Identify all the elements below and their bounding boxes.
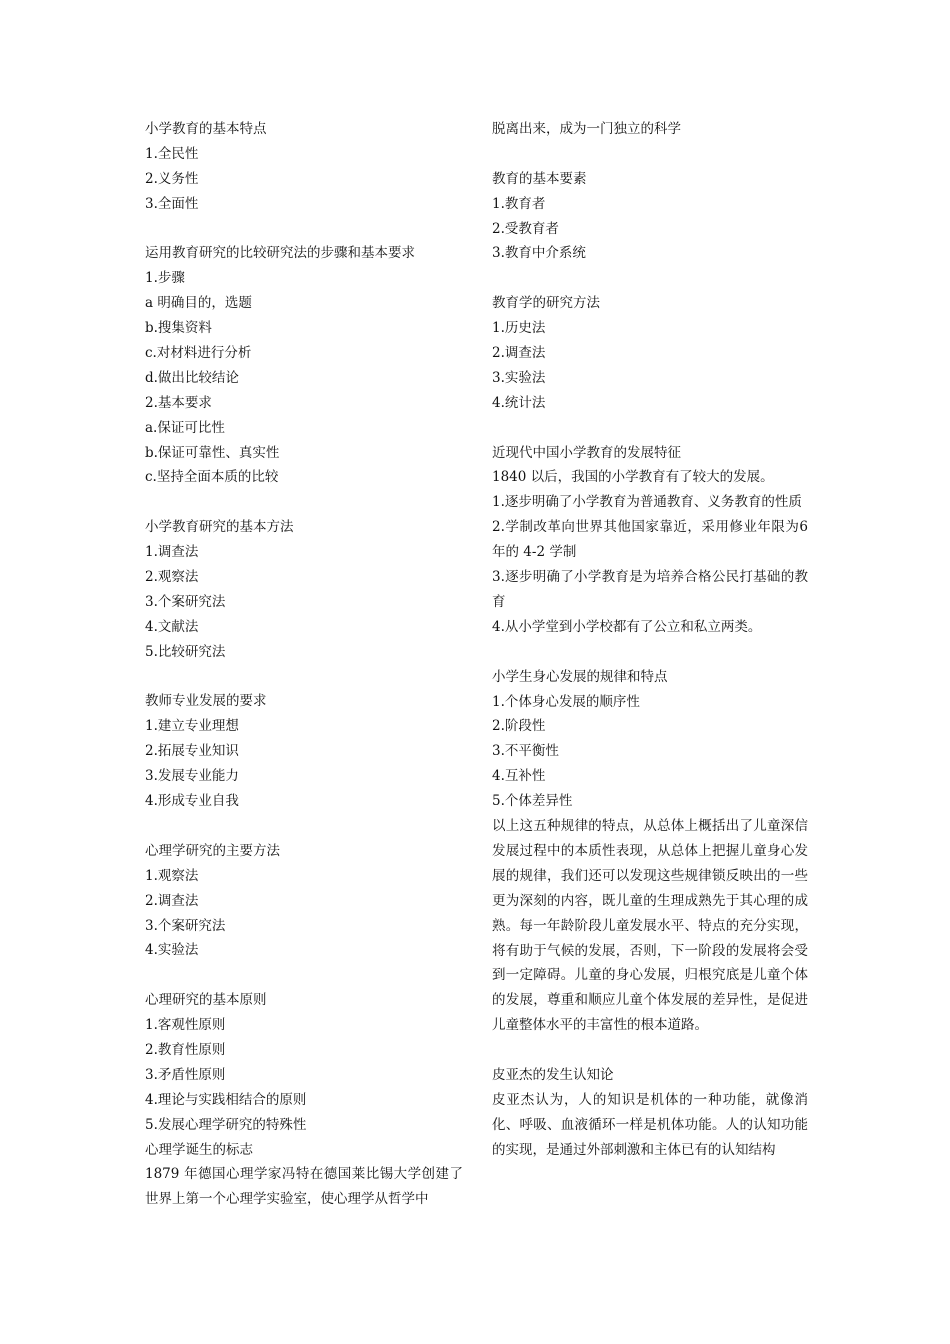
list-item: a 明确目的，选题: [145, 295, 252, 312]
section-heading: 教师专业发展的要求: [145, 693, 267, 710]
list-item: 1840 以后，我国的小学教育有了较大的发展。: [492, 469, 774, 486]
section-heading: 运用教育研究的比较研究法的步骤和基本要求: [145, 245, 415, 262]
list-item: 4.实验法: [145, 942, 199, 959]
list-item: 5.个体差异性: [492, 793, 573, 810]
section-heading: 小学教育的基本特点: [145, 121, 267, 137]
blank-line: [492, 142, 808, 167]
list-item: b.搜集资料: [145, 320, 212, 337]
blank-line: [145, 963, 463, 988]
list-item: 1.全民性: [145, 145, 199, 162]
list-item: c.对材料进行分析: [145, 345, 252, 362]
list-item: 5.比较研究法: [145, 643, 226, 660]
section-heading: 近现代中国小学教育的发展特征: [492, 444, 681, 461]
blank-line: [492, 266, 808, 291]
list-item: 1.调查法: [145, 544, 199, 561]
list-item: 1.步骤: [145, 270, 185, 287]
list-item: 脱离出来，成为一门独立的科学: [492, 121, 681, 137]
list-item: 3.个案研究法: [145, 593, 226, 610]
list-item: 1.观察法: [145, 867, 199, 884]
blank-line: [492, 640, 808, 665]
list-item: 2.义务性: [145, 170, 199, 187]
blank-line: [145, 217, 463, 242]
list-item: 4.形成专业自我: [145, 793, 239, 810]
list-item: 4.统计法: [492, 394, 546, 411]
paragraph: 皮亚杰认为，人的知识是机体的一种功能，就像消化、呼吸、血液循环一样是机体功能。人的认知功能的实现，是通过外部刺激和主体已有的认知结构: [492, 1091, 808, 1158]
list-item: 4.互补性: [492, 768, 546, 785]
list-item: 3.矛盾性原则: [145, 1066, 226, 1083]
list-item: 2.阶段性: [492, 718, 546, 735]
section-heading: 小学生身心发展的规律和特点: [492, 668, 668, 685]
list-item: 3.个案研究法: [145, 917, 226, 934]
blank-line: [145, 490, 463, 515]
list-item: 3.发展专业能力: [145, 768, 239, 785]
list-item: d.做出比较结论: [145, 369, 239, 386]
paragraph: 1879 年德国心理学家冯特在德国莱比锡大学创建了世界上第一个心理学实验室，使心理学从哲学中: [145, 1166, 463, 1208]
list-item: 2.受教育者: [492, 220, 559, 237]
list-item: 1.教育者: [492, 195, 546, 212]
list-item: 1.个体身心发展的顺序性: [492, 693, 640, 710]
list-item: 4.文献法: [145, 618, 199, 635]
list-item: 2.调查法: [145, 892, 199, 909]
list-item: 2.观察法: [145, 569, 199, 586]
blank-line: [145, 814, 463, 839]
list-item: 1.建立专业理想: [145, 718, 239, 735]
right-column: [492, 117, 808, 1163]
blank-line: [492, 1038, 808, 1063]
section-heading: 教育的基本要素: [492, 170, 587, 187]
list-item: 3.全面性: [145, 195, 199, 212]
list-item: 3.教育中介系统: [492, 245, 586, 262]
blank-line: [145, 665, 463, 690]
list-item: 2.教育性原则: [145, 1041, 226, 1058]
paragraph: 以上这五种规律的特点，从总体上概括出了儿童深信发展过程中的本质性表现，从总体上把握儿童身心发展的规律，我们还可以发现这些规律锁反映出的一些更为深刻的内容，既儿童的生理成熟先于其心理的成熟。每一年龄阶段儿童发展水平、特点的充分实现，将有助于气候的发展，否则，下一阶段的发展将会受到一定障碍。儿童的身心发展，归根究底是儿童个体的发展，尊重和顺应儿童个体发展的差异性，是促进儿童整体水平的丰富性的根本道路。: [492, 818, 808, 1034]
section-heading: 心理学研究的主要方法: [145, 842, 280, 859]
list-item: c.坚持全面本质的比较: [145, 469, 279, 486]
blank-line: [492, 416, 808, 441]
list-item: 1.历史法: [492, 320, 546, 337]
list-item: 5.发展心理学研究的特殊性: [145, 1116, 307, 1133]
section-heading: 小学教育研究的基本方法: [145, 519, 294, 536]
list-item: a.保证可比性: [145, 419, 225, 436]
list-item: 3.不平衡性: [492, 743, 559, 760]
list-item: 2.拓展专业知识: [145, 743, 239, 760]
section-heading: 教育学的研究方法: [492, 295, 600, 312]
left-column: [145, 117, 463, 1212]
paragraph: 3.逐步明确了小学教育是为培养合格公民打基础的教育: [492, 569, 808, 610]
section-heading: 心理学诞生的标志: [145, 1141, 253, 1158]
section-heading: 皮亚杰的发生认知论: [492, 1067, 614, 1084]
paragraph: 2.学制改革向世界其他国家靠近，采用修业年限为6 年的 4-2 学制: [492, 519, 808, 561]
list-item: 3.实验法: [492, 369, 546, 386]
list-item: 1.客观性原则: [145, 1017, 226, 1034]
list-item: 4.从小学堂到小学校都有了公立和私立两类。: [492, 618, 762, 635]
list-item: 2.基本要求: [145, 394, 212, 411]
list-item: 2.调查法: [492, 345, 546, 362]
list-item: b.保证可靠性、真实性: [145, 444, 280, 461]
paragraph: 1.逐步明确了小学教育为普通教育、义务教育的性质: [492, 494, 802, 511]
list-item: 4.理论与实践相结合的原则: [145, 1091, 307, 1108]
section-heading: 心理研究的基本原则: [145, 992, 267, 1009]
